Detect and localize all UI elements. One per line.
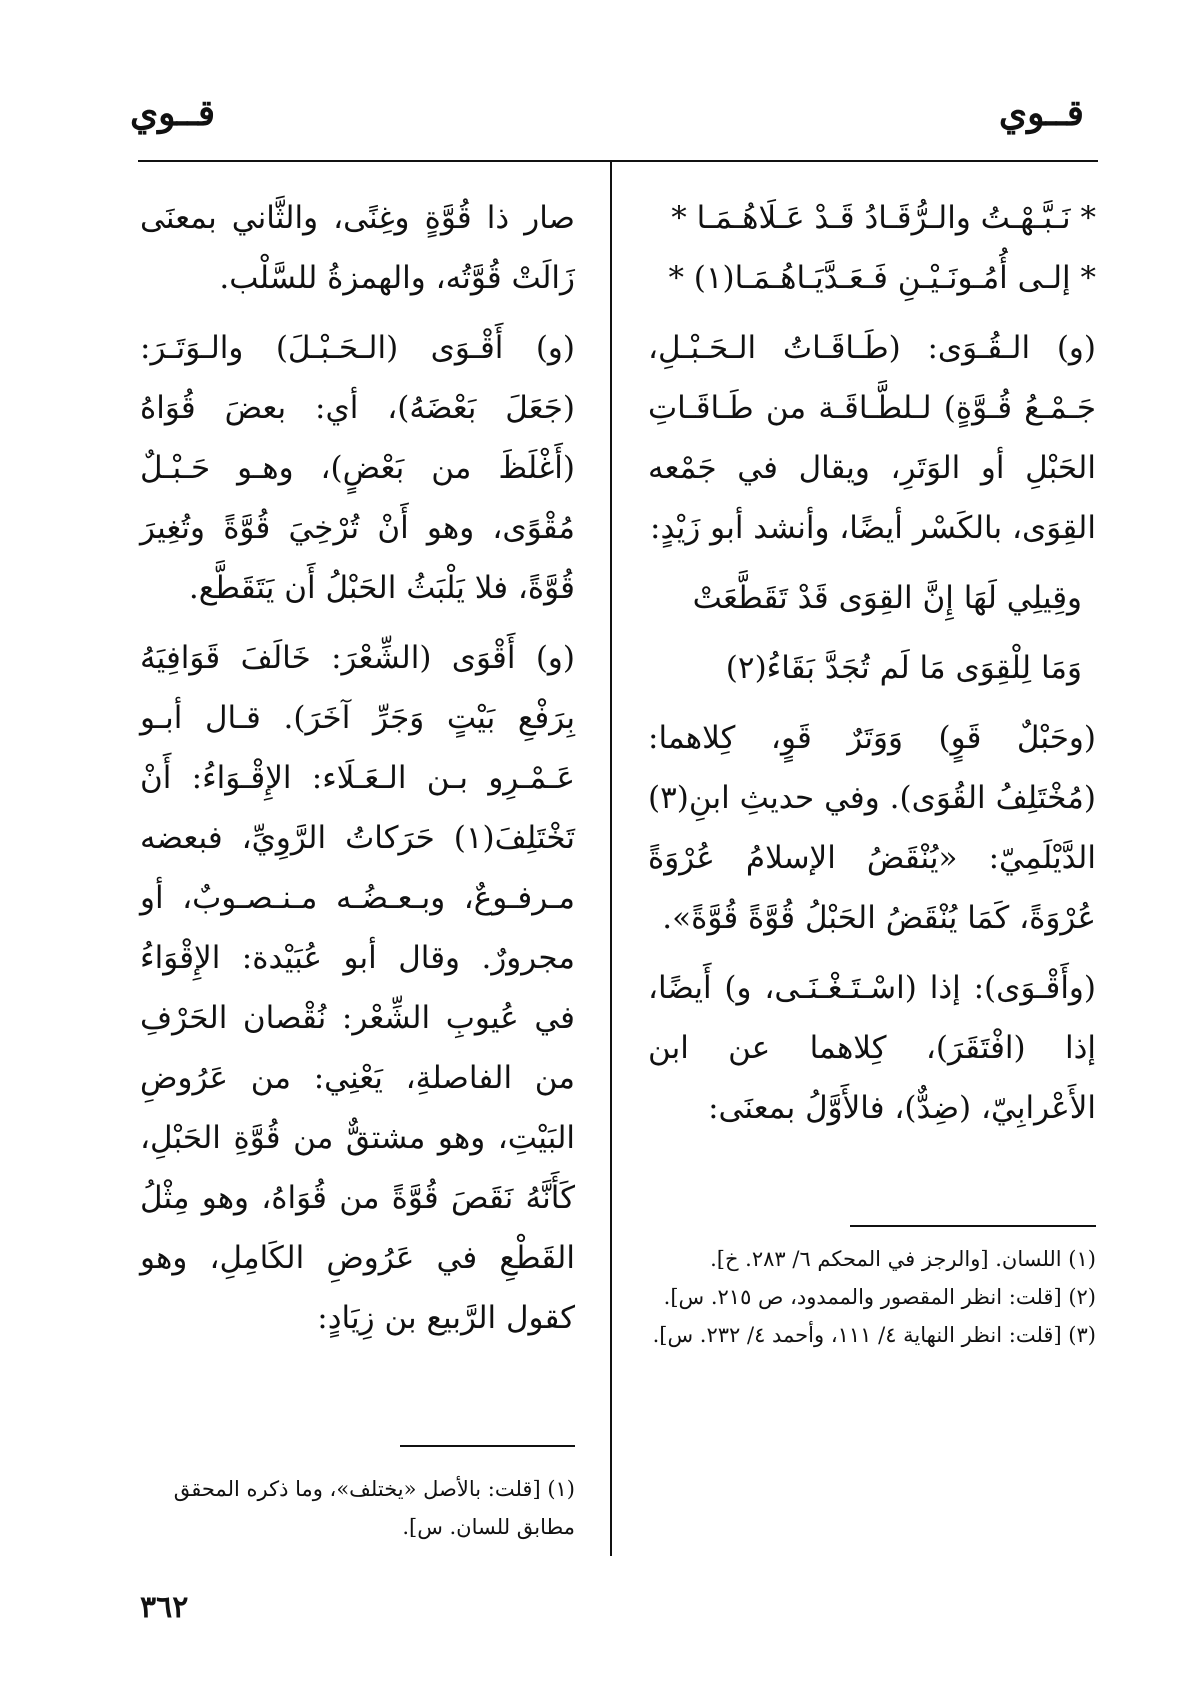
footnote: (١) [قلت: بالأصل «يختلف»، وما ذكره المحقق مطابق للسان. س]. [173, 1477, 575, 1539]
right-column [648, 188, 1096, 1148]
verse-line: * إلـى أُمُـونَـيْـنِ فَـعَـدَّيَـاهُـمَـا(١) * [668, 260, 1096, 296]
paragraph: (و) أَقْوَى (الشِّعْرَ: خَالَفَ قَوَافِيَهُ بِرَفْعِ بَيْتٍ وَجَرِّ آخَرَ). قـال أبـو عَـمْـرِو بـن الـعَـلَاء: الإِقْـوَاءُ: أَنْ تَخْتَلِفَ(١) حَرَكاتُ الرَّوِيِّ، فبعضه مـرفـوعٌ، وبـعـضُـه مـنـصـوبٌ، أو مجرورٌ. وقال أبو عُبَيْدة: الإِقْوَاءُ في عُيوبِ الشِّعْر: نُقْصان الحَرْفِ من الفاصلةِ، يَعْنِي: من عَرُوضِ البَيْتِ، وهو مشتقٌّ من قُوَّةِ الحَبْلِ، كَأَنَّهُ نَقَصَ قُوَّةً من قُوَاهُ، وهو مِثْلُ القَطْعِ في عَرُوضِ الكَامِلِ، وهو كقول الرَّبيع بن زِيَادٍ: [140, 640, 575, 1336]
header-entry-word-left: قــوي [130, 92, 216, 134]
paragraph: (و) أَقْـوَى (الـحَـبْـلَ) والـوَتَـرَ: (جَعَلَ بَعْضَهُ)، أي: بعضَ قُوَاهُ (أَغْلَظَ من بَعْضٍ)، وهـو حَـبْـلٌ مُقْوًى، وهو أَنْ تُرْخِيَ قُوَّةً وتُغِيرَ قُوَّةً، فلا يَلْبَثُ الحَبْلُ أَن يَتَقَطَّع. [140, 330, 575, 606]
left-footnotes [140, 1470, 575, 1546]
left-column [140, 188, 575, 1358]
poem-line: وَمَا لِلْقِوَى مَا لَم تُجَدَّ بَقَاءُ(٢) [725, 650, 1082, 686]
footnote: (١) اللسان. [والرجز في المحكم ٦/ ٢٨٣. خ]. [710, 1247, 1096, 1271]
page-number: ٣٦٢ [140, 1590, 189, 1625]
paragraph: (وحَبْلٌ قَوٍ) وَوَتَرٌ قَوٍ، كِلاهما: (مُخْتَلِفُ القُوَى). وفي حديثِ ابنِ(٣) الدَّيْلَمِيّ: «يُنْقَضُ الإسلامُ عُرْوَةً عُرْوَةً، كَمَا يُنْقَضُ الحَبْلُ قُوَّةً قُوَّةً». [648, 720, 1096, 936]
footnote-rule-left [400, 1445, 575, 1447]
footnote: (٣) [قلت: انظر النهاية ٤/ ١١١، وأحمد ٤/ ٢٣٢. س]. [652, 1323, 1096, 1347]
paragraph: (وأَقْـوَى): إذا (اسْـتَـغْـنَـى، و) أَيضًا، إذا (افْتَقَرَ)، كِلاهما عن ابن الأَعْرابِيّ، (ضِدٌّ)، فالأَوَّلُ بمعنَى: [648, 970, 1096, 1126]
paragraph: صار ذا قُوَّةٍ وغِنًى، والثَّاني بمعنَى زَالَتْ قُوَّتُه، والهمزةُ للسَّلْب. [140, 200, 575, 296]
header-entry-word-right: قــوي [998, 92, 1084, 134]
right-footnotes [648, 1240, 1096, 1354]
verse-line: * نَـبَّـهْـتُ والـرُّقَـادُ قَـدْ عَـلَاهُـمَـا * [671, 200, 1096, 236]
paragraph: (و) الـقُـوَى: (طَـاقَـاتُ الـحَـبْـلِ، جَـمْـعُ قُـوَّةٍ) لـلطَّـاقَـة من طَـاقَـاتِ الحَبْلِ أو الوَتَرِ، ويقال في جَمْعه القِوَى، بالكَسْر أيضًا، وأنشد أبو زَيْدٍ: [648, 330, 1096, 546]
column-divider [610, 161, 612, 1556]
footnote-rule-right [850, 1225, 1096, 1227]
footnote: (٢) [قلت: انظر المقصور والممدود، ص ٢١٥. س]. [663, 1285, 1096, 1309]
poem-line: وقِيلِي لَهَا إِنَّ القِوَى قَدْ تَقَطَّعَتْ [692, 580, 1082, 616]
header-rule [138, 160, 1098, 162]
